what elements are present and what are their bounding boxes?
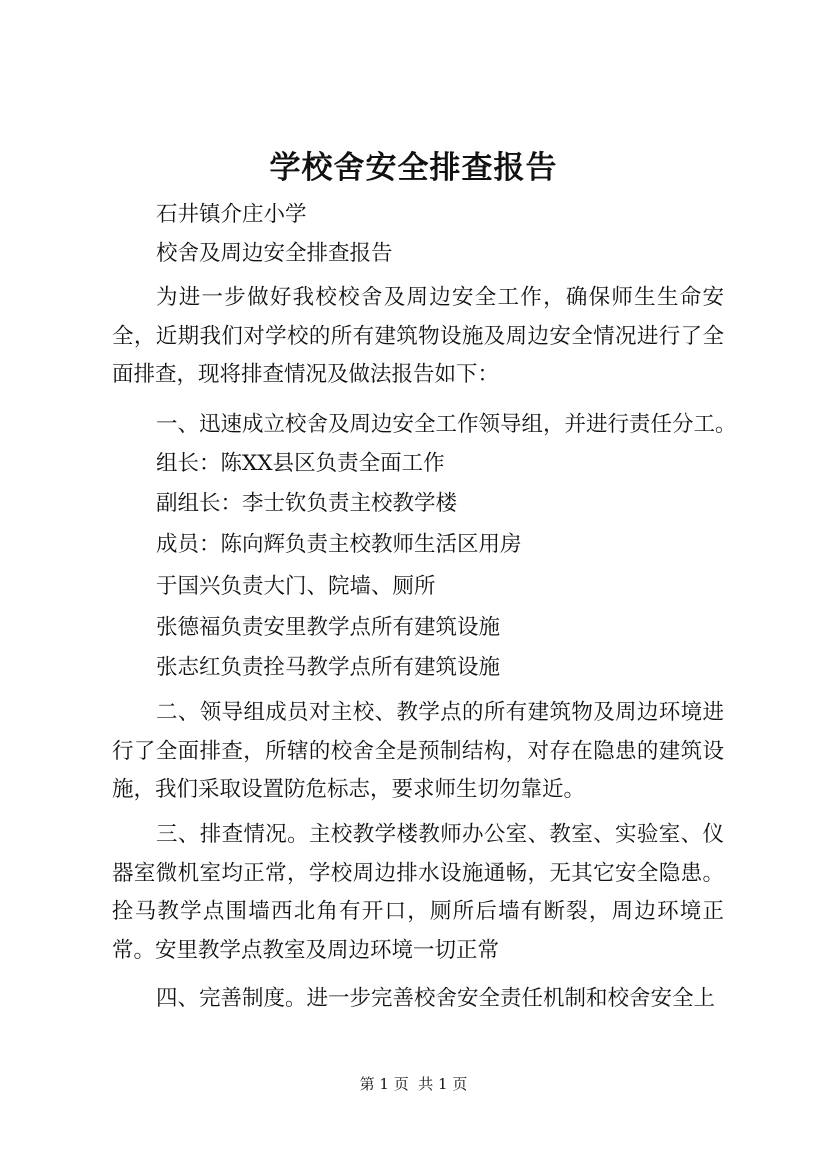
member-line-2: 于国兴负责大门、院墙、厕所 [156, 574, 436, 599]
section-1-heading: 一、迅速成立校舍及周边安全工作领导组，并进行责任分工。 [156, 412, 737, 437]
report-subtitle: 校舍及周边安全排查报告 [156, 241, 393, 266]
member-line-4: 张志红负责拴马教学点所有建筑设施 [156, 655, 501, 680]
section-3-paragraph: 三、排查情况。主校教学楼教师办公室、教室、实验室、仪器室微机室均正常，学校周边排水设施通畅，无其它安全隐患。拴马教学点围墙西北角有开口，厕所后墙有断裂，周边环境正常。安里教学点教室及周边环境一切正常 [112, 822, 724, 963]
document-title: 学校舍安全排查报告 [269, 150, 558, 186]
member-line-1: 成员：陈向辉负责主校教师生活区用房 [156, 532, 522, 557]
leader-line: 组长：陈XX县区负责全面工作 [156, 451, 445, 476]
deputy-leader-line: 副组长：李士钦负责主校教学楼 [156, 491, 458, 516]
section-2-paragraph: 二、领导组成员对主校、教学点的所有建筑物及周边环境进行了全面排查，所辖的校舍全是预制结构，对存在隐患的建筑设施，我们采取设置防危标志，要求师生切勿靠近。 [112, 700, 724, 802]
intro-paragraph: 为进一步做好我校校舍及周边安全工作，确保师生生命安全，近期我们对学校的所有建筑物设施及周边安全情况进行了全面排查，现将排查情况及做法报告如下： [112, 285, 724, 387]
page-footer: 第 1 页 共 1 页 [359, 1075, 468, 1093]
member-line-3: 张德福负责安里教学点所有建筑设施 [156, 615, 501, 640]
school-name: 石井镇介庄小学 [156, 202, 307, 227]
section-4-paragraph: 四、完善制度。进一步完善校舍安全责任机制和校舍安全上 [156, 986, 716, 1011]
